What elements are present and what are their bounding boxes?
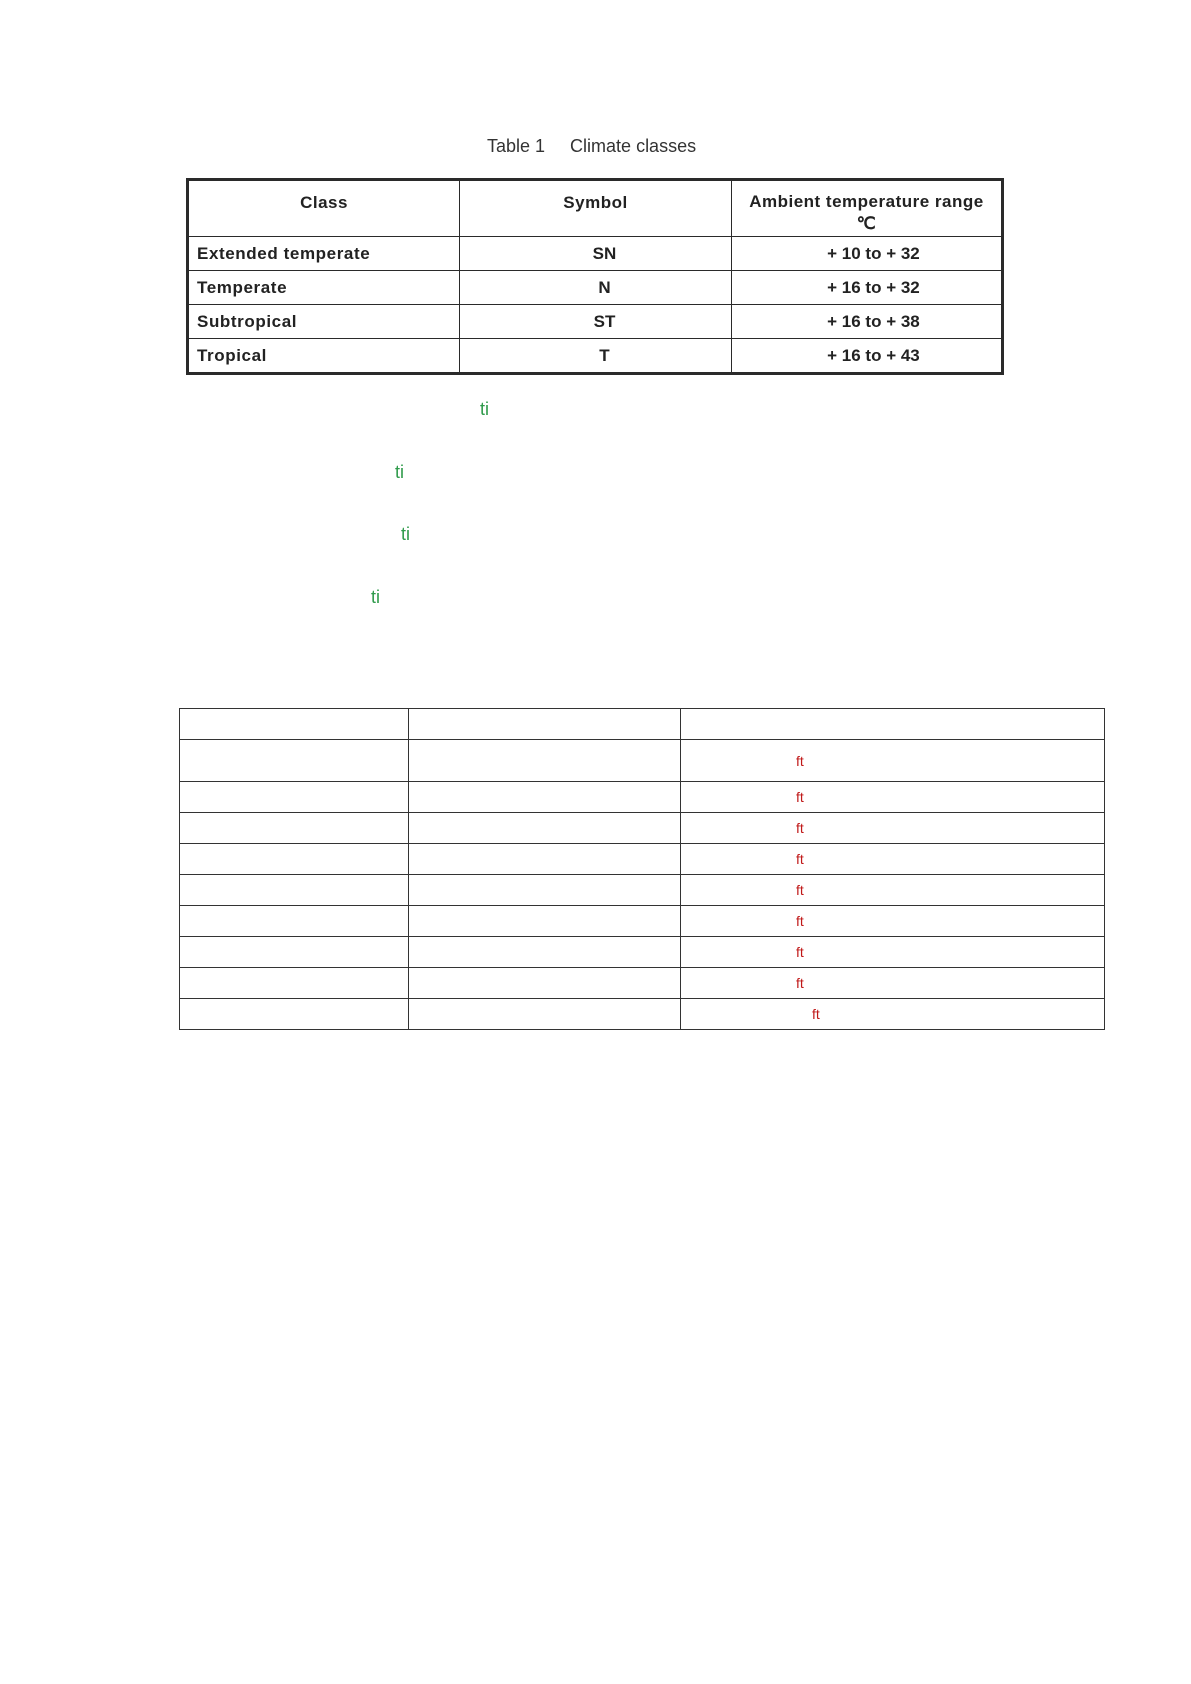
cell-range: + 16 to + 38 xyxy=(731,305,1002,339)
table-row xyxy=(188,339,1003,374)
table-cell xyxy=(409,875,681,906)
table-row xyxy=(188,271,1003,305)
table-row xyxy=(180,968,1105,999)
table-cell xyxy=(681,709,1105,740)
table-header-row xyxy=(188,180,1003,237)
table-cell xyxy=(180,937,409,968)
table-cell xyxy=(681,844,1105,875)
table-row xyxy=(180,875,1105,906)
table-cell xyxy=(409,813,681,844)
header-ambient-temperature-range xyxy=(731,180,1002,237)
cell-symbol: N xyxy=(460,271,732,305)
cell-symbol: ST xyxy=(460,305,732,339)
table-cell xyxy=(681,999,1105,1030)
table-row xyxy=(180,709,1105,740)
red-mark: ft xyxy=(796,944,804,960)
table-cell xyxy=(180,740,409,782)
red-mark: ft xyxy=(796,882,804,898)
table-cell xyxy=(409,906,681,937)
green-mark: ti xyxy=(480,399,489,419)
table-cell xyxy=(180,968,409,999)
cell-range: + 10 to + 32 xyxy=(731,237,1002,271)
cell-range: + 16 to + 43 xyxy=(731,339,1002,374)
header-class: Class xyxy=(188,180,460,237)
table-row xyxy=(180,906,1105,937)
table-cell xyxy=(681,937,1105,968)
table-cell xyxy=(180,709,409,740)
table-cell xyxy=(409,937,681,968)
cell-class: Temperate xyxy=(188,271,460,305)
table-cell xyxy=(180,844,409,875)
table-cell xyxy=(681,813,1105,844)
table-row xyxy=(180,999,1105,1030)
cell-class: Subtropical xyxy=(188,305,460,339)
table-row xyxy=(180,844,1105,875)
table-cell xyxy=(180,875,409,906)
climate-classes-table xyxy=(186,178,1004,375)
green-mark: ti xyxy=(401,524,410,544)
empty-grid-table xyxy=(179,708,1105,1030)
table-row xyxy=(180,937,1105,968)
red-mark: ft xyxy=(796,820,804,836)
red-mark: ft xyxy=(796,975,804,991)
red-mark: ft xyxy=(796,913,804,929)
table-cell xyxy=(180,906,409,937)
red-mark: ft xyxy=(796,752,804,769)
table-1-caption: Table 1 Climate classes xyxy=(487,136,697,156)
red-mark: ft xyxy=(796,789,804,805)
header-symbol: Symbol xyxy=(460,180,732,237)
table-cell xyxy=(409,844,681,875)
table-cell xyxy=(180,782,409,813)
table-cell xyxy=(409,968,681,999)
header-range-unit: ℃ xyxy=(856,214,877,233)
table-cell xyxy=(681,782,1105,813)
table-row xyxy=(180,813,1105,844)
table-cell xyxy=(409,740,681,782)
table-row xyxy=(180,740,1105,782)
cell-class: Extended temperate xyxy=(188,237,460,271)
red-mark: ft xyxy=(812,1006,820,1022)
table-cell xyxy=(409,999,681,1030)
table-row xyxy=(180,782,1105,813)
table-cell xyxy=(681,740,1105,782)
table-cell xyxy=(180,813,409,844)
green-mark: ti xyxy=(371,587,380,607)
green-mark: ti xyxy=(395,462,404,482)
table-cell xyxy=(180,999,409,1030)
table-row xyxy=(188,305,1003,339)
cell-symbol: SN xyxy=(460,237,732,271)
red-mark: ft xyxy=(796,851,804,867)
table-cell xyxy=(409,782,681,813)
cell-symbol: T xyxy=(460,339,732,374)
table-cell xyxy=(681,906,1105,937)
cell-class: Tropical xyxy=(188,339,460,374)
table-cell xyxy=(681,875,1105,906)
table-cell xyxy=(409,709,681,740)
cell-range: + 16 to + 32 xyxy=(731,271,1002,305)
table-cell xyxy=(681,968,1105,999)
header-range-label: Ambient temperature range xyxy=(749,192,984,211)
table-row xyxy=(188,237,1003,271)
